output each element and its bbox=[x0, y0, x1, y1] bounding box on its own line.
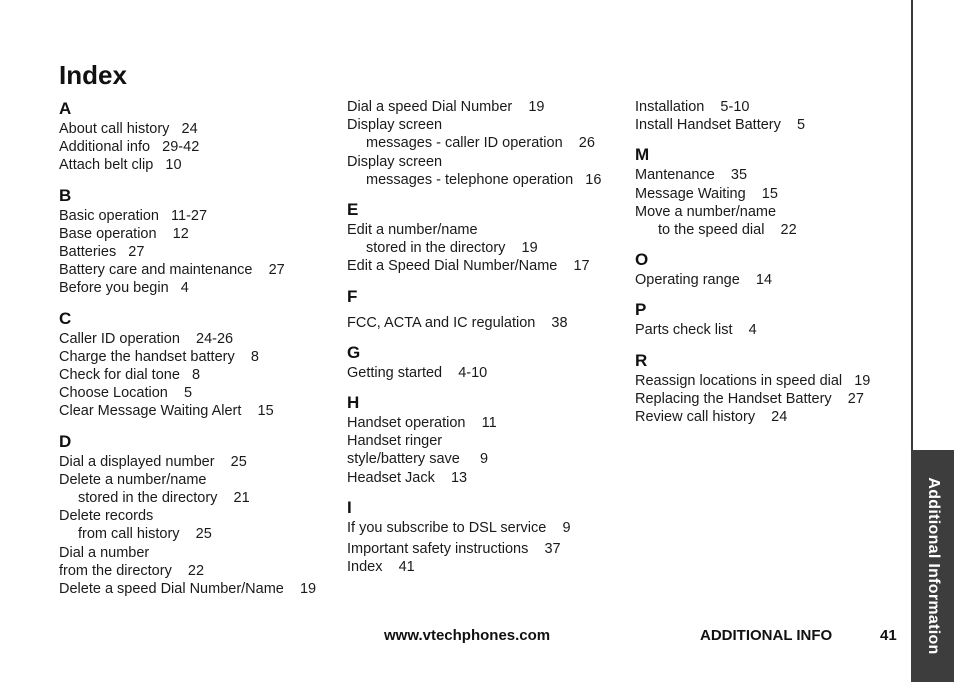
index-entry: Parts check list 4 bbox=[635, 322, 757, 339]
index-entry: Move a number/name bbox=[635, 203, 777, 220]
index-entry: Dial a number bbox=[59, 544, 150, 561]
index-letter-heading: R bbox=[635, 350, 648, 370]
index-entry: Additional info 29-42 bbox=[59, 139, 200, 156]
index-entry: Base operation 12 bbox=[59, 225, 189, 242]
index-letter-heading: F bbox=[347, 286, 358, 306]
index-entry: Getting started 4-10 bbox=[347, 364, 488, 381]
index-entry: to the speed dial 22 bbox=[658, 222, 797, 239]
index-entry: Check for dial tone 8 bbox=[59, 367, 201, 384]
index-letter-heading: C bbox=[59, 308, 72, 328]
index-entry: About call history 24 bbox=[59, 121, 198, 137]
index-entry: Message Waiting 15 bbox=[635, 185, 778, 202]
index-entry: Operating range 14 bbox=[635, 272, 773, 289]
index-entry: Install Handset Battery 5 bbox=[635, 117, 806, 134]
index-entry: Mantenance 35 bbox=[635, 167, 748, 184]
index-letter-heading: B bbox=[59, 185, 72, 205]
index-entry: Edit a number/name bbox=[347, 222, 478, 239]
page-number: 41 bbox=[880, 627, 897, 644]
index-entry: Choose Location 5 bbox=[59, 385, 193, 402]
index-entry: Dial a displayed number 25 bbox=[59, 453, 247, 470]
index-entry: stored in the directory 21 bbox=[78, 490, 250, 507]
index-entry: Delete records bbox=[59, 508, 154, 525]
index-letter-heading: H bbox=[347, 393, 360, 413]
index-entry: style/battery save 9 bbox=[347, 451, 489, 468]
index-entry: Batteries 27 bbox=[59, 244, 145, 261]
index-entry: FCC, ACTA and IC regulation 38 bbox=[347, 314, 568, 331]
index-entry: Installation 5-10 bbox=[635, 99, 750, 115]
index-entry: Delete a speed Dial Number/Name 19 bbox=[59, 581, 317, 598]
index-entry: from call history 25 bbox=[78, 526, 212, 543]
index-entry: Display screen bbox=[347, 117, 443, 134]
page-title: Index bbox=[59, 60, 127, 90]
index-entry: Reassign locations in speed dial 19 bbox=[635, 372, 871, 389]
index-letter-heading: E bbox=[347, 200, 359, 220]
index-entry: Clear Message Waiting Alert 15 bbox=[59, 403, 274, 420]
index-letter-heading: P bbox=[635, 300, 647, 320]
index-letter-heading: G bbox=[347, 342, 361, 362]
index-entry: Before you begin 4 bbox=[59, 280, 189, 297]
index-column-2 bbox=[347, 98, 627, 576]
index-entry: Headset Jack 13 bbox=[347, 469, 468, 486]
index-entry: Battery care and maintenance 27 bbox=[59, 262, 285, 279]
index-letter-heading: I bbox=[347, 497, 352, 517]
index-entry: Delete a number/name bbox=[59, 471, 207, 488]
index-entry: messages - caller ID operation 26 bbox=[366, 135, 595, 152]
index-entry: If you subscribe to DSL service 9 bbox=[347, 519, 571, 536]
index-entry: Dial a speed Dial Number 19 bbox=[347, 99, 545, 115]
index-entry: Handset ringer bbox=[347, 433, 443, 450]
index-entry: Attach belt clip 10 bbox=[59, 157, 182, 174]
index-entry: Review call history 24 bbox=[635, 409, 788, 426]
index-entry: Caller ID operation 24-26 bbox=[59, 330, 234, 347]
index-entry: messages - telephone operation 16 bbox=[366, 171, 602, 188]
index-entry: stored in the directory 19 bbox=[366, 240, 538, 257]
footer-section-label: ADDITIONAL INFO bbox=[700, 627, 833, 644]
section-tab-label: Additional Information bbox=[924, 477, 942, 655]
section-tab bbox=[911, 450, 954, 682]
index-entry: Important safety instructions 37 bbox=[347, 541, 561, 558]
index-letter-heading: D bbox=[59, 431, 72, 451]
index-letter-heading: A bbox=[59, 99, 72, 118]
index-entry: Basic operation 11-27 bbox=[59, 207, 208, 224]
index-entry: Handset operation 11 bbox=[347, 415, 497, 432]
index-letter-heading: M bbox=[635, 145, 650, 165]
footer-url: www.vtechphones.com bbox=[384, 627, 551, 644]
index-column-3 bbox=[635, 98, 915, 426]
index-column-1 bbox=[59, 98, 339, 598]
index-entry: Replacing the Handset Battery 27 bbox=[635, 390, 864, 407]
index-letter-heading: O bbox=[635, 250, 649, 270]
index-entry: Index 41 bbox=[347, 559, 415, 576]
index-entry: from the directory 22 bbox=[59, 562, 205, 579]
index-entry: Display screen bbox=[347, 153, 443, 170]
index-entry: Charge the handset battery 8 bbox=[59, 348, 259, 365]
index-entry: Edit a Speed Dial Number/Name 17 bbox=[347, 258, 590, 275]
